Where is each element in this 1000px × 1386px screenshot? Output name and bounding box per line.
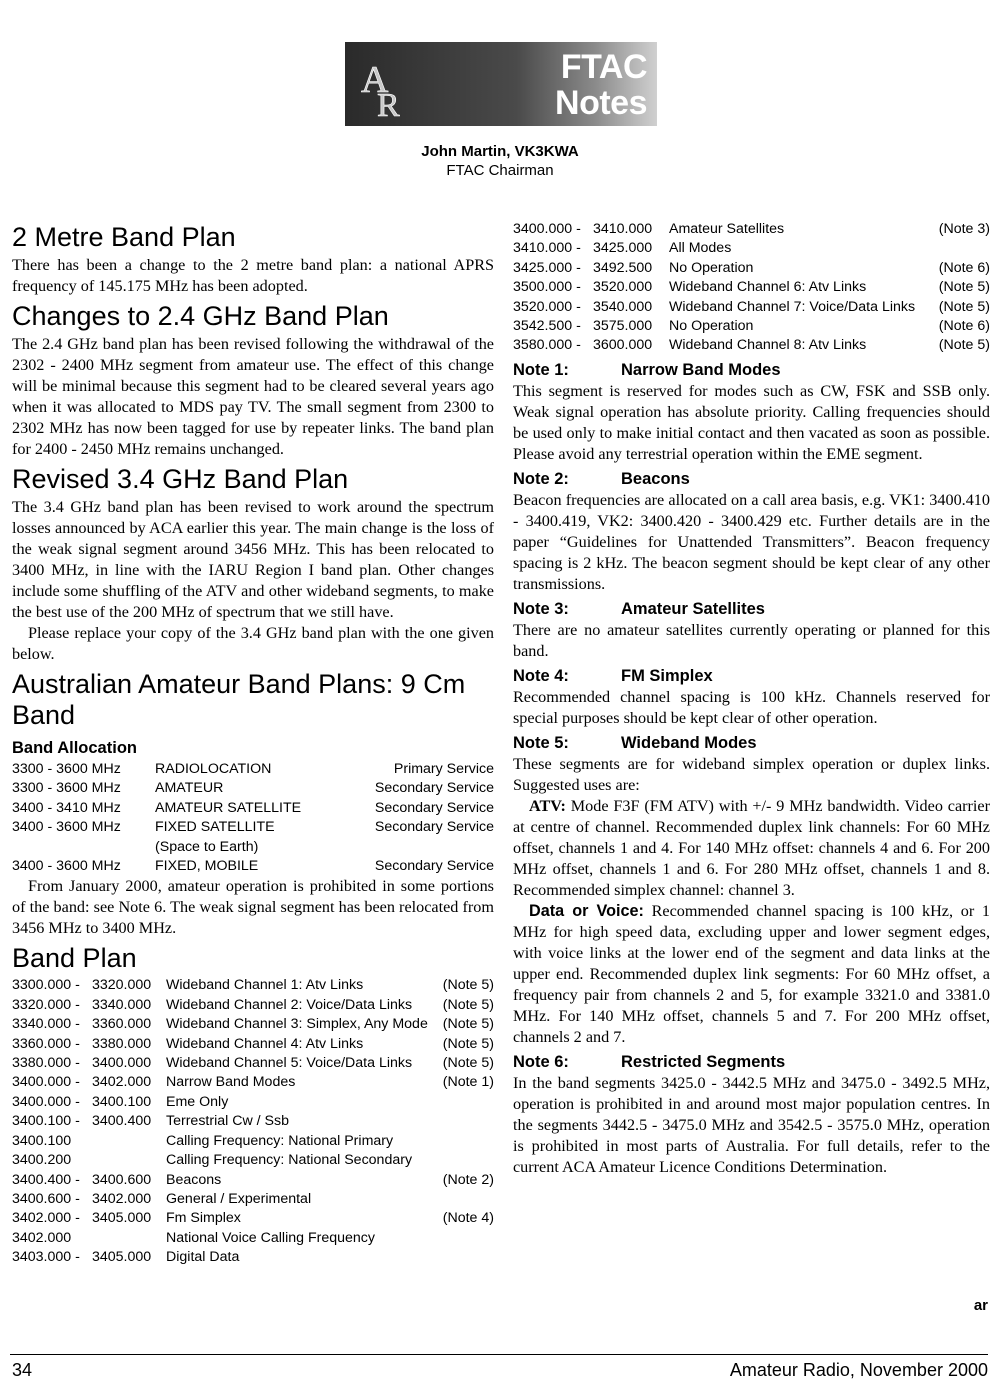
cell-f2: 3320.000 [92, 977, 152, 994]
cell-f2: 3492.500 [593, 259, 653, 276]
note-4-heading [513, 667, 990, 686]
note-3-title: Amateur Satellites [621, 599, 765, 618]
cell-f1: 3300.000 - [12, 977, 80, 994]
note-5-text: These segments are for wideband simplex operation or duplex links. Suggested uses are: [513, 754, 990, 794]
cell-f1: 3580.000 - [513, 337, 581, 354]
band-plan-rows-left [12, 976, 494, 1267]
cell-range: 3300 - 3600 MHz [12, 761, 121, 777]
byline [350, 142, 650, 180]
cell-f2 [92, 1151, 166, 1170]
ar-monogram-icon [357, 54, 417, 120]
cell-use: All Modes [669, 240, 732, 257]
table-row [12, 818, 494, 837]
table-row [12, 857, 494, 876]
table-row [12, 1171, 494, 1190]
note-2-title: Beacons [621, 469, 690, 488]
cell-use: Calling Frequency: National Primary [166, 1132, 394, 1149]
end-mark: ar [973, 1297, 988, 1314]
table-row [12, 1073, 494, 1092]
cell-use: Terrestrial Cw / Ssb [166, 1113, 289, 1130]
section-title-9cm: Australian Amateur Band Plans: 9 Cm Band [12, 669, 466, 730]
cell-use: No Operation [669, 318, 754, 335]
cell-service: Secondary Service [374, 858, 494, 875]
cell-service [345, 838, 494, 857]
table-row [12, 1015, 494, 1034]
cell-use: Fm Simplex [166, 1210, 241, 1227]
cell-note: (Note 3) [938, 221, 990, 237]
cell-use: Wideband Channel 7: Voice/Data Links [669, 298, 916, 315]
cell-service: Secondary Service [374, 799, 494, 816]
logo-title-line2: Notes [555, 84, 647, 122]
cell-use: Calling Frequency: National Secondary [166, 1152, 413, 1169]
cell-f2: 3540.000 [593, 298, 653, 315]
table-row [12, 1151, 494, 1170]
section-title-24ghz: Changes to 2.4 GHz Band Plan [12, 301, 389, 331]
cell-use: Wideband Channel 8: Atv Links [669, 337, 867, 354]
cell-f1: 3400.600 - [12, 1190, 80, 1207]
cell-use: FIXED, MOBILE [155, 858, 259, 875]
cell-service: Secondary Service [374, 780, 494, 797]
section-title-2m: 2 Metre Band Plan [12, 222, 236, 252]
cell-f2: 3400.600 [92, 1171, 152, 1188]
cell-note [438, 1190, 494, 1209]
table-row [12, 996, 494, 1015]
cell-note: (Note 6) [938, 259, 990, 276]
cell-note: (Note 5) [938, 279, 990, 296]
paragraph-34ghz-replace: Please replace your copy of the 3.4 GHz band plan with the one given below. [12, 624, 494, 663]
note-2-text: Beacon frequencies are allocated on a call area basis, e.g. VK1: 3400.410 - 3400.419, VK2: 3400.420 - 3400.429 etc. Further details are in the paper “Guidelines for Unattended Transmitters”. Beacon frequency spacing is 2 kHz. The beacon segment should be kept clear of any other transmissions. [513, 490, 990, 593]
cell-use: Wideband Channel 1: Atv Links [166, 977, 364, 994]
cell-note: (Note 5) [938, 298, 990, 315]
page-number: 34 [12, 1360, 33, 1380]
cell-f1: 3425.000 - [513, 259, 581, 276]
table-row [12, 838, 494, 857]
note-5-atv-label: ATV: [529, 796, 566, 815]
cell-f1: 3402.000 [12, 1229, 72, 1246]
cell-f2: 3400.100 [92, 1093, 152, 1110]
note-6-text: In the band segments 3425.0 - 3442.5 MHz and 3475.0 - 3492.5 MHz, operation is prohibited in and around most major population centres. In the segments 3442.5 - 3475.0 MHz and 3542.5 - 3575.0 MHz, operation is prohibited in most parts of Australia. For full details, refer to the current ACA Amateur Licence Conditions Determination. [513, 1073, 990, 1176]
note-5-label: Note 5: [513, 733, 569, 752]
cell-f1: 3400.200 [12, 1152, 72, 1169]
cell-f2: 3600.000 [593, 337, 653, 354]
cell-service: Secondary Service [374, 819, 494, 836]
cell-use: AMATEUR [155, 780, 224, 797]
note-1-label: Note 1: [513, 360, 569, 379]
cell-f2: 3400.400 [92, 1113, 152, 1130]
cell-f2: 3425.000 [593, 240, 653, 257]
note-5-atv-paragraph [513, 796, 990, 901]
table-row [12, 1054, 494, 1073]
cell-note [438, 1229, 494, 1248]
note-1-title: Narrow Band Modes [621, 360, 781, 379]
cell-f1: 3410.000 - [513, 240, 581, 257]
table-row [513, 239, 990, 258]
cell-use: Eme Only [166, 1093, 229, 1110]
cell-use: FIXED SATELLITE [155, 819, 275, 836]
note-6-label: Note 6: [513, 1052, 569, 1071]
table-row [12, 1035, 494, 1054]
cell-note: (Note 2) [442, 1171, 494, 1188]
cell-note: (Note 6) [938, 318, 990, 335]
table-row [12, 1248, 494, 1267]
cell-use: National Voice Calling Frequency [166, 1229, 375, 1246]
note-3-text: There are no amateur satellites currently operating or planned for this band. [513, 620, 990, 660]
note-4-label: Note 4: [513, 666, 569, 685]
note-5-atv-text: Mode F3F (FM ATV) with +/- 9 MHz bandwidth. Video carrier at centre of channel. Recommended duplex link channels: For 60 MHz offset, channels 1 and 4. For 140 MHz offset: channels 4 and 6. For 200 MHz offset, channels 1 and 6. For 280 MHz offset, channels 1 and 8. Recommended simplex channel: channel 3. [513, 796, 990, 899]
cell-note: (Note 4) [442, 1210, 494, 1227]
table-row [12, 1112, 494, 1131]
note-5-data-paragraph [513, 901, 990, 1048]
cell-use: (Space to Earth) [155, 838, 259, 855]
table-row [12, 1093, 494, 1112]
band-allocation-table [12, 760, 494, 876]
table-row [12, 1229, 494, 1248]
author-role: FTAC Chairman [446, 162, 554, 179]
band-plan-table-left [12, 976, 494, 1267]
cell-f1: 3500.000 - [513, 279, 581, 296]
cell-use: Beacons [166, 1171, 222, 1188]
cell-note: (Note 5) [442, 1055, 494, 1072]
note-4-title: FM Simplex [621, 666, 713, 685]
table-row [513, 259, 990, 278]
cell-f1: 3402.000 - [12, 1210, 80, 1227]
cell-range: 3400 - 3600 MHz [12, 858, 121, 875]
cell-use: Wideband Channel 2: Voice/Data Links [166, 996, 413, 1013]
cell-use: Wideband Channel 3: Simplex, Any Mode [166, 1016, 428, 1033]
table-row [12, 1190, 494, 1209]
cell-f2: 3360.000 [92, 1016, 152, 1033]
paragraph-allocation-note: From January 2000, amateur operation is prohibited in some portions of the band: see Note 6. The weak signal segment has been relocated from 3456 MHz to 3400 MHz. [12, 877, 494, 938]
cell-use: Amateur Satellites [669, 221, 785, 237]
cell-f2: 3402.000 [92, 1190, 152, 1207]
note-3-label: Note 3: [513, 599, 569, 618]
cell-note: (Note 5) [442, 996, 494, 1013]
cell-f1: 3320.000 - [12, 996, 80, 1013]
cell-use: Wideband Channel 6: Atv Links [669, 279, 867, 296]
section-title-band-plan: Band Plan [12, 943, 137, 974]
table-row [513, 220, 990, 239]
table-row [12, 1132, 494, 1151]
note-6-title: Restricted Segments [621, 1052, 786, 1071]
note-5-title: Wideband Modes [621, 733, 757, 752]
section-title-34ghz: Revised 3.4 GHz Band Plan [12, 464, 349, 494]
logo-title-line1: FTAC [560, 48, 647, 86]
paragraph-34ghz: The 3.4 GHz band plan has been revised to work around the spectrum losses announced by ACA earlier this year. The main change is the loss of the weak signal segment around 3456 MHz. This has been relocated to 3400 MHz, in line with the IARU Region I band plan. Other changes include some shuffling of the ATV and other wideband segments, to make the best use of the 200 MHz of spectrum that we still have. [12, 498, 494, 621]
table-row [12, 976, 494, 995]
table-row [12, 760, 494, 779]
cell-f2: 3410.000 [593, 221, 653, 237]
band-plan-table-right [513, 220, 990, 356]
cell-use: No Operation [669, 259, 754, 276]
left-column [12, 218, 494, 1268]
table-row [513, 278, 990, 297]
cell-note [438, 1093, 494, 1112]
cell-use: Digital Data [166, 1249, 240, 1266]
paragraph-24ghz: The 2.4 GHz band plan has been revised following the withdrawal of the 2302 - 2400 MHz segment from amateur use. The effect of this change will be minimal because this segment had to be cleared several years ago when it was allocated to MDS pay TV. The small segment from 2300 to 2302 MHz has now been tagged for use by repeater links. The band plan for 2400 - 2450 MHz remains unchanged. [12, 335, 494, 458]
note-2-label: Note 2: [513, 469, 569, 488]
cell-use: Narrow Band Modes [166, 1074, 296, 1091]
cell-f1: 3340.000 - [12, 1016, 80, 1033]
cell-f2: 3402.000 [92, 1074, 152, 1091]
cell-use: RADIOLOCATION [155, 761, 272, 777]
cell-range: 3400 - 3410 MHz [12, 799, 121, 816]
cell-f2: 3520.000 [593, 279, 653, 296]
cell-f2 [92, 1132, 166, 1151]
author-name: John Martin, VK3KWA [421, 143, 579, 160]
cell-f2: 3400.000 [92, 1055, 152, 1072]
logo-a-letter: A [361, 59, 389, 101]
table-row [513, 317, 990, 336]
note-6-heading [513, 1053, 990, 1072]
cell-f2: 3380.000 [92, 1035, 152, 1052]
note-5-data-text: Recommended channel spacing is 100 kHz, or 1 MHz for high speed data, excluding upper and lower segment edges, with voice links at the lower end of the segment and data links at the upper end. Recommended duplex link segments: For 60 MHz offset, a frequency pair from channels 2 and 5, for example 3321.0 and 3381.0 MHz. For 140 MHz offset, channels 5 and 7. For 200 MHz offset, channels 2 and 7. [513, 901, 990, 1046]
cell-note: (Note 1) [442, 1074, 494, 1091]
cell-note [438, 1132, 494, 1151]
cell-f1: 3380.000 - [12, 1055, 80, 1072]
cell-f2 [92, 1229, 166, 1248]
note-3-heading [513, 600, 990, 619]
logo-r-letter: R [377, 87, 400, 120]
cell-range: 3300 - 3600 MHz [12, 780, 121, 797]
cell-note [438, 1248, 494, 1267]
cell-note [438, 1151, 494, 1170]
band-plan-rows-right [513, 220, 990, 356]
cell-f1: 3542.500 - [513, 318, 581, 335]
cell-note [936, 239, 990, 258]
cell-note: (Note 5) [442, 1016, 494, 1033]
cell-f1: 3403.000 - [12, 1249, 80, 1266]
paragraph-2m: There has been a change to the 2 metre band plan: a national APRS frequency of 145.175 MHz has been adopted. [12, 256, 494, 295]
note-2-heading [513, 470, 990, 489]
cell-f2: 3340.000 [92, 996, 152, 1013]
footer-rule [10, 1354, 988, 1355]
cell-use: AMATEUR SATELLITE [155, 799, 302, 816]
cell-f2: 3575.000 [593, 318, 653, 335]
cell-use: Wideband Channel 5: Voice/Data Links [166, 1055, 413, 1072]
cell-note: (Note 5) [938, 337, 990, 354]
table-row [12, 1209, 494, 1228]
cell-note: (Note 5) [442, 977, 494, 994]
cell-f2: 3405.000 [92, 1210, 152, 1227]
cell-range: 3400 - 3600 MHz [12, 819, 121, 836]
cell-f1: 3400.000 - [12, 1093, 80, 1110]
table-row [12, 799, 494, 818]
note-1-text: This segment is reserved for modes such as CW, FSK and SSB only. Weak signal operation has absolute priority. Calling frequencies should be used only to make initial contact and then vacated as soon as possible. Please avoid any terrestrial operation within the EME segment. [513, 381, 990, 463]
note-4-text: Recommended channel spacing is 100 kHz. Channels reserved for special purposes should be kept clear of other operation. [513, 687, 990, 727]
cell-f1: 3400.100 - [12, 1113, 80, 1130]
cell-f2: 3405.000 [92, 1249, 152, 1266]
right-column [513, 218, 990, 1178]
note-1-heading [513, 361, 990, 380]
cell-use: Wideband Channel 4: Atv Links [166, 1035, 364, 1052]
table-row [513, 336, 990, 355]
note-5-heading [513, 734, 990, 753]
cell-service: Primary Service [393, 761, 494, 777]
band-allocation-title: Band Allocation [12, 739, 137, 757]
cell-note: (Note 5) [442, 1035, 494, 1052]
table-row [513, 298, 990, 317]
table-row [12, 779, 494, 798]
ftac-notes-logo [345, 42, 657, 126]
publication-info: Amateur Radio, November 2000 [729, 1360, 988, 1380]
cell-f1: 3400.400 - [12, 1171, 80, 1188]
cell-f1: 3520.000 - [513, 298, 581, 315]
cell-f1: 3360.000 - [12, 1035, 80, 1052]
note-5-data-label: Data or Voice: [529, 901, 644, 920]
band-allocation-rows [12, 760, 494, 876]
cell-range [12, 838, 155, 857]
cell-use: General / Experimental [166, 1190, 312, 1207]
cell-f1: 3400.000 - [12, 1074, 80, 1091]
cell-note [438, 1112, 494, 1131]
cell-f1: 3400.000 - [513, 221, 581, 237]
cell-f1: 3400.100 [12, 1132, 72, 1149]
